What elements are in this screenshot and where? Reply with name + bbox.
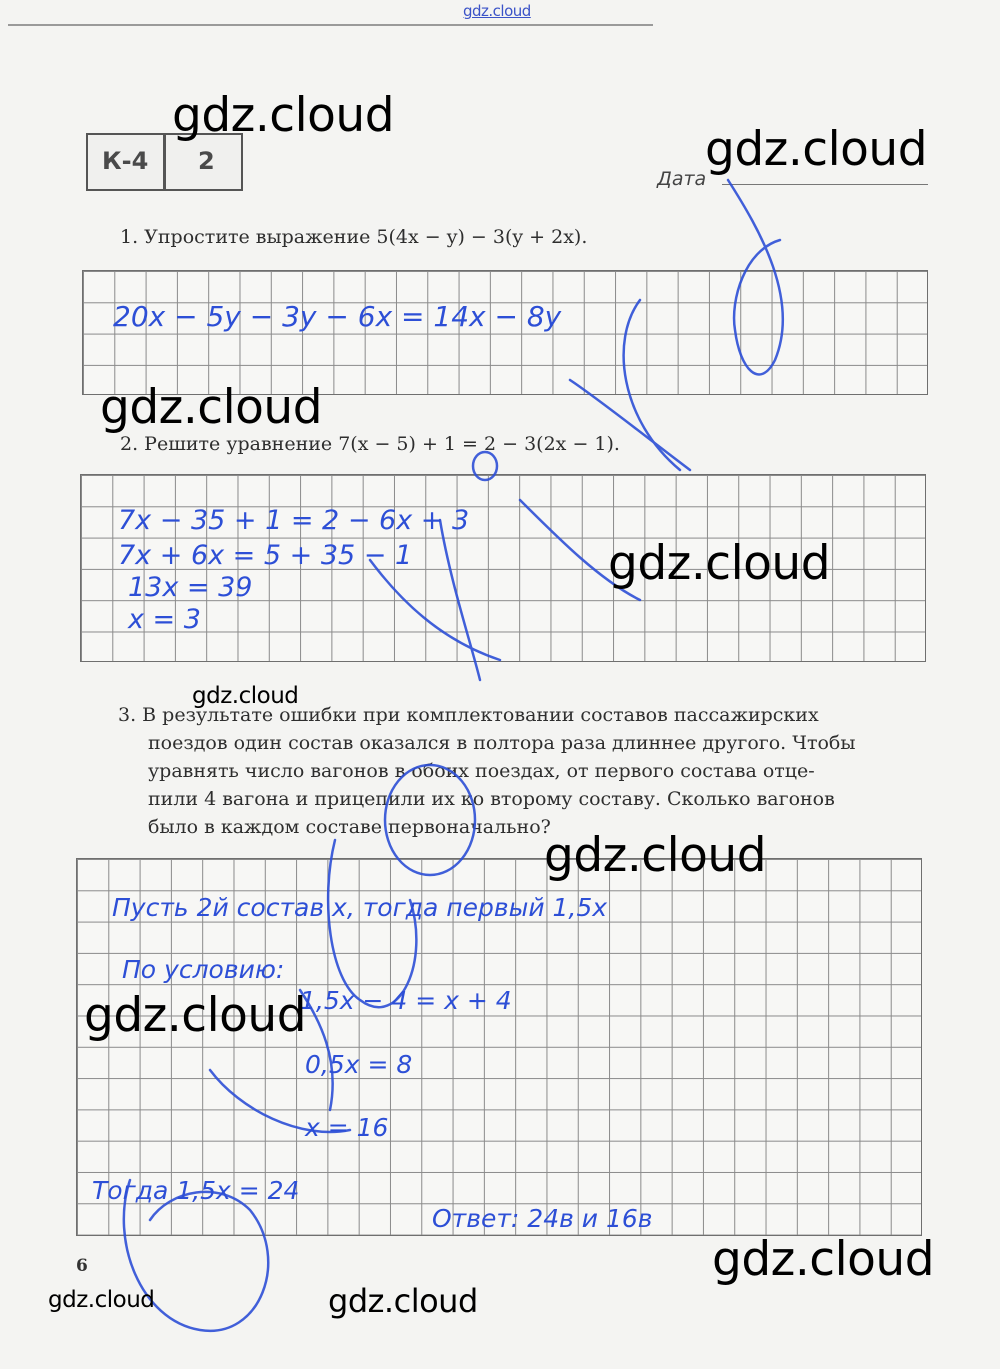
task-3-line-3: уравнять число вагонов в обоих поездах, от первого состава отце- xyxy=(148,760,815,782)
watermark-top-link[interactable]: gdz.cloud xyxy=(463,2,531,20)
answer-2-line-3: 13x = 39 xyxy=(128,572,253,603)
watermark-10: gdz.cloud xyxy=(328,1282,478,1320)
answer-1-line: 20x − 5y − 3y − 6x = 14x − 8y xyxy=(113,300,562,333)
badge-number: 2 xyxy=(198,147,215,175)
watermark-1: gdz.cloud xyxy=(172,88,395,143)
watermark-3: gdz.cloud xyxy=(100,380,323,435)
answer-2-line-2: 7x + 6x = 5 + 35 − 1 xyxy=(118,540,413,571)
task-2-text: 2. Решите уравнение 7(x − 5) + 1 = 2 − 3(2x − 1). xyxy=(120,433,620,455)
answer-3-line-6: Тогда 1,5x = 24 xyxy=(92,1176,300,1205)
answer-3-line-3: 1,5x − 4 = x + 4 xyxy=(300,986,512,1015)
task-1-text: 1. Упростите выражение 5(4x − y) − 3(y + 2x). xyxy=(120,226,588,248)
task-3-line-2: поездов один состав оказался в полтора раза длиннее другого. Чтобы xyxy=(148,732,856,754)
task-3-line-5: было в каждом составе первоначально? xyxy=(148,816,551,838)
answer-3-final: Ответ: 24в и 16в xyxy=(432,1204,653,1233)
watermark-4: gdz.cloud xyxy=(608,536,831,591)
watermark-7: gdz.cloud xyxy=(84,988,307,1043)
watermark-2: gdz.cloud xyxy=(705,122,928,177)
date-label: Дата xyxy=(657,168,707,190)
badge-label: К-4 xyxy=(102,147,149,175)
answer-2-line-4: x = 3 xyxy=(128,604,201,635)
watermark-8: gdz.cloud xyxy=(712,1232,935,1287)
watermark-9: gdz.cloud xyxy=(48,1287,155,1313)
watermark-5: gdz.cloud xyxy=(192,683,299,709)
answer-3-line-1: Пусть 2й состав x, тогда первый 1,5x xyxy=(112,893,608,922)
answer-3-line-2: По условию: xyxy=(122,955,285,984)
answer-3-line-4: 0,5x = 8 xyxy=(305,1050,413,1079)
page-number: 6 xyxy=(76,1256,88,1276)
answer-2-line-1: 7x − 35 + 1 = 2 − 6x + 3 xyxy=(118,505,470,536)
answer-3-line-5: x = 16 xyxy=(305,1113,389,1142)
watermark-6: gdz.cloud xyxy=(544,828,767,883)
task-3-line-1: 3. В результате ошибки при комплектовании составов пассажирских xyxy=(118,704,819,726)
task-3-line-4: пили 4 вагона и прицепили их ко второму составу. Сколько вагонов xyxy=(148,788,835,810)
